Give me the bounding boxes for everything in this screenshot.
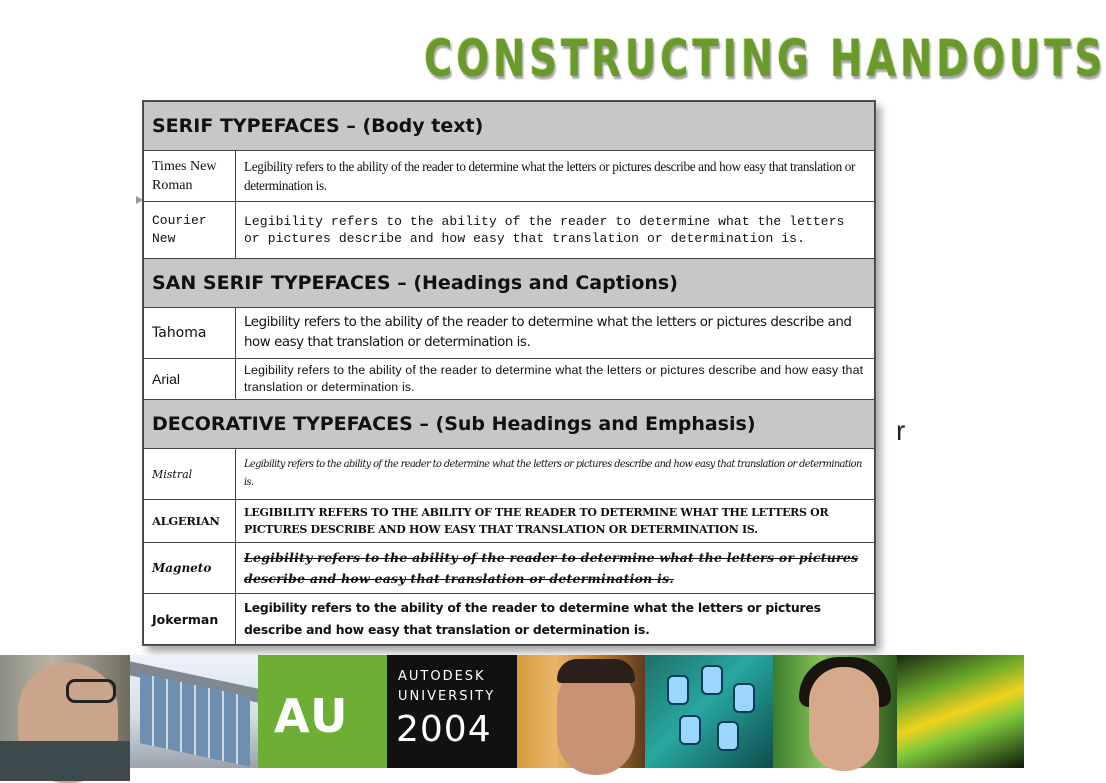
table-row <box>144 449 875 500</box>
table-row <box>144 500 875 543</box>
photo-mechanical-part <box>645 655 773 768</box>
font-sample-cell: Legibility refers to the ability of the reader to determine what the letters or pictures describe and how easy that translation or determination is. <box>236 449 875 500</box>
au-logo-panel <box>258 655 387 768</box>
table-row <box>144 202 875 259</box>
table-row <box>144 359 875 400</box>
table-row <box>144 308 875 359</box>
photo-woman <box>773 655 897 768</box>
font-sample-cell: LEGIBILITY REFERS TO THE ABILITY OF THE READER TO DETERMINE WHAT THE LETTERS OR PICTURES DESCRIBE AND HOW EASY THAT TRANSLATION OR DETERMINATION IS. <box>236 500 875 543</box>
font-name-cell: Mistral <box>144 449 236 500</box>
section-heading: SERIF TYPEFACES <box>152 115 340 137</box>
section-dash: – <box>339 115 363 137</box>
section-subheading: (Body text) <box>362 115 484 137</box>
font-sample-cell: Legibility refers to the ability of the reader to determine what the letters or pictures describe and how easy that translation or determination is. <box>236 151 875 202</box>
slide-title: CONSTRUCTING HANDOUTS <box>424 30 1106 89</box>
font-name-cell: Magneto <box>144 543 236 594</box>
section-heading: DECORATIVE TYPEFACES <box>152 413 413 435</box>
section-subheading: (Sub Headings and Emphasis) <box>435 413 756 435</box>
section-header-decorative <box>144 400 875 449</box>
section-heading: SAN SERIF TYPEFACES <box>152 272 391 294</box>
photo-man <box>517 655 645 768</box>
font-sample-cell: Legibility refers to the ability of the reader to determine what the letters or pictures describe and how easy that translation or determination is. <box>236 359 875 400</box>
autodesk-university-banner <box>0 655 1024 768</box>
section-subheading: (Headings and Captions) <box>413 272 678 294</box>
font-sample-cell: Legibility refers to the ability of the reader to determine what the letters or pictures describe and how easy that translation or determination is. <box>236 594 875 645</box>
font-name-cell: Arial <box>144 359 236 400</box>
font-name-cell: Jokerman <box>144 594 236 645</box>
section-dash: – <box>390 272 414 294</box>
banner-line-university: UNIVERSITY <box>398 689 496 704</box>
font-sample-cell: Legibility refers to the ability of the reader to determine what the letters or pictures describe and how easy that translation or determination is. <box>236 202 875 259</box>
au-logo: AU <box>274 689 350 743</box>
banner-line-autodesk: AUTODESK <box>398 669 486 684</box>
table-row <box>144 594 875 645</box>
font-name-cell: Courier New <box>144 202 236 259</box>
table-row <box>144 151 875 202</box>
glasses-icon <box>66 679 116 703</box>
font-sample-cell: Legibility refers to the ability of the reader to determine what the letters or pictures describe and how easy that translation or determination is. <box>236 543 875 594</box>
font-name-cell: Tahoma <box>144 308 236 359</box>
table-row <box>144 543 875 594</box>
photo-building <box>130 655 258 768</box>
font-sample-cell: Legibility refers to the ability of the reader to determine what the letters or pictures describe and how easy that translation or determination is. <box>236 308 875 359</box>
autodesk-university-text-panel <box>387 655 517 768</box>
section-header-sans-serif <box>144 259 875 308</box>
banner-year: 2004 <box>396 709 492 750</box>
section-header-serif <box>144 102 875 151</box>
photo-terrain-map <box>897 655 1024 768</box>
stray-text: r <box>896 415 906 446</box>
font-name-cell: Times New Roman <box>144 151 236 202</box>
typeface-handout-table <box>142 100 876 646</box>
section-dash: – <box>412 413 436 435</box>
font-name-cell: ALGERIAN <box>144 500 236 543</box>
photo-man-glasses <box>0 655 130 768</box>
